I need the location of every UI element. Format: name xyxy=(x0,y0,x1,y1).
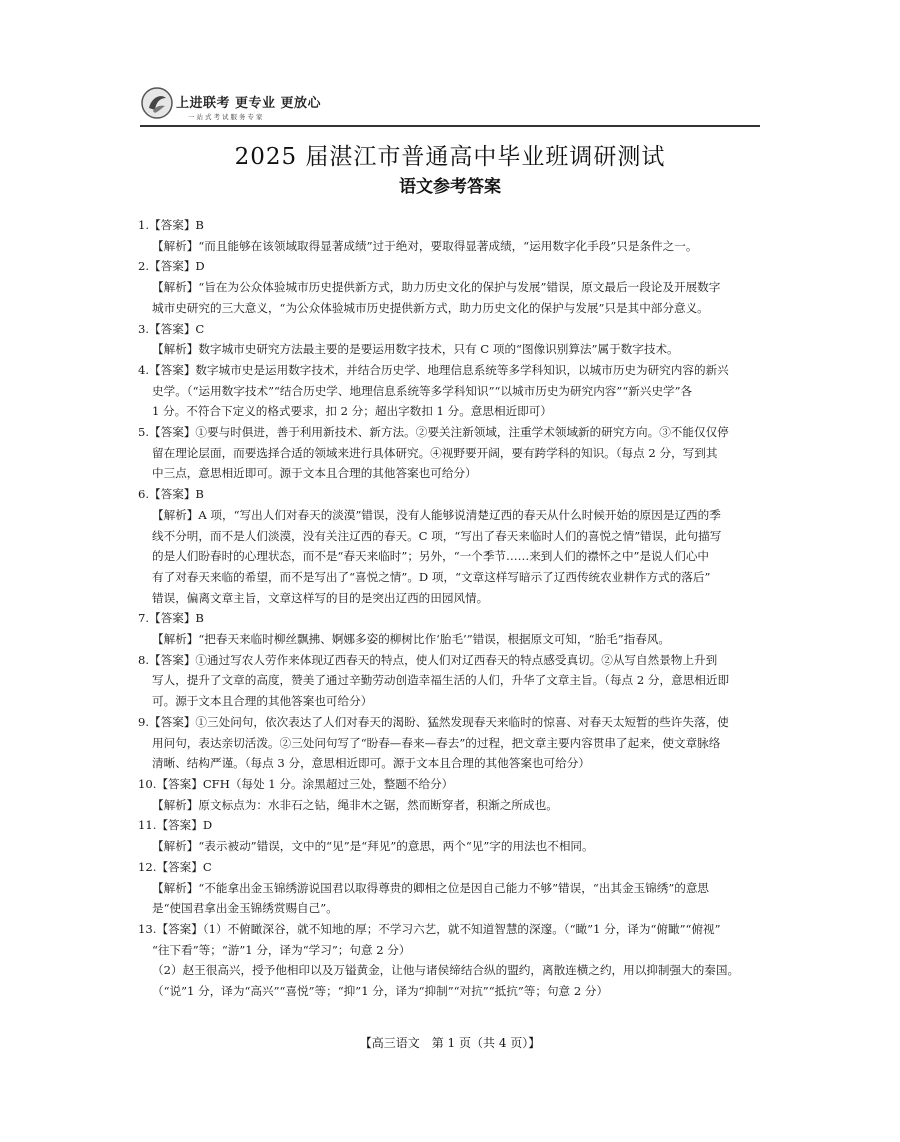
answer-item xyxy=(138,360,766,422)
continuation-line: “往下看”等；“游”1 分，译为“学习”；句意 2 分） xyxy=(152,942,411,957)
continuation-line: （“说”1 分，译为“高兴”“喜悦”等；“抑”1 分，译为“抑制”“对抗”“抵抗”等；句意 2 分） xyxy=(152,984,609,999)
explanation-line: 【解析】“把春天来临时柳丝飘拂、婀娜多姿的柳树比作‘胎毛’”错误，根据原文可知，“胎毛”指春风。 xyxy=(152,632,671,647)
continuation-line: 1 分。不符合下定义的格式要求，扣 2 分；超出字数扣 1 分。意思相近即可） xyxy=(152,404,552,419)
answer-item xyxy=(138,774,766,815)
answer-line: 6.【答案】B xyxy=(138,487,204,502)
header-divider xyxy=(140,125,760,127)
answer-line: 10.【答案】CFH（每处 1 分。涂黑超过三处，整题不给分） xyxy=(138,776,454,791)
continuation-line: 中三点，意思相近即可。源于文本且合理的其他答案也可给分） xyxy=(152,466,477,481)
page-title: 2025 届湛江市普通高中毕业班调研测试 xyxy=(234,144,666,170)
answer-line: 11.【答案】D xyxy=(138,818,213,833)
continuation-line: 有了对春天来临的希望，而不是写出了“喜悦之情”。D 项，“文章这样写暗示了辽西传统农业耕作方式的落后” xyxy=(152,569,711,584)
page-header xyxy=(140,84,760,128)
answer-line: 2.【答案】D xyxy=(138,259,205,274)
answer-line: 1.【答案】B xyxy=(138,218,204,232)
continuation-line: 清晰、结构严谨。（每点 3 分，意思相近即可。源于文本且合理的其他答案也可给分） xyxy=(152,756,590,771)
continuation-line: 城市史研究的三大意义，“为公众体验城市历史提供新方式，助力历史文化的保护与发展”只是其中部分意义。 xyxy=(152,300,709,315)
page-footer: 【高三语文 第 1 页（共 4 页）】 xyxy=(359,1036,541,1050)
page-subtitle: 语文参考答案 xyxy=(399,177,501,197)
answer-item xyxy=(138,815,766,856)
answer-item xyxy=(138,319,766,360)
answer-item xyxy=(138,215,766,256)
continuation-line: 用问句，表达亲切活泼。②三处问句写了“盼春—春来—春去”的过程，把文章主要内容贯串了起来，使文章脉络 xyxy=(152,735,721,750)
answer-list xyxy=(138,215,766,1002)
brand-tagline: 一站式考试服务专家 xyxy=(188,113,265,121)
answer-item xyxy=(138,650,766,712)
continuation-line: 留在理论层面，而要选择合适的领域来进行具体研究。④视野要开阔，要有跨学科的知识。（每点 2 分，写到其 xyxy=(152,445,718,460)
explanation-line: 【解析】“旨在为公众体验城市历史提供新方式，助力历史文化的保护与发展”错误，原文最后一段论及开展数字 xyxy=(152,280,721,295)
explanation-line: 【解析】A 项，“写出人们对春天的淡漠”错误，没有人能够说清楚辽西的春天从什么时候开始的原因是辽西的季 xyxy=(152,507,721,522)
continuation-line: 写人，提升了文章的高度，赞美了通过辛勤劳动创造幸福生活的人们，升华了文章主旨。（每点 2 分，意思相近即 xyxy=(152,673,730,688)
answer-line: 4.【答案】数字城市史是运用数字技术，并结合历史学、地理信息系统等多学科知识，以城市历史为研究内容的新兴 xyxy=(138,362,729,377)
explanation-line: 【解析】“不能拿出金玉锦绣游说国君以取得尊贵的卿相之位是因自己能力不够”错误，“出其金玉锦绣”的意思 xyxy=(152,880,710,895)
explanation-line: 【解析】“表示被动”错误，文中的“见”是“拜见”的意思，两个“见”字的用法也不相同。 xyxy=(152,839,594,854)
explanation-line: 【解析】“而且能够在该领域取得显著成绩”过于绝对，要取得显著成绩，“运用数字化手段”只是条件之一。 xyxy=(152,238,698,253)
answer-item xyxy=(138,256,766,318)
answer-item xyxy=(138,857,766,919)
continuation-line: 史学。（“运用数字技术”“结合历史学、地理信息系统等多学科知识”“以城市历史为研究内容”“新兴史学”各 xyxy=(152,383,693,398)
explanation-line: 【解析】原文标点为：水非石之钻，绳非木之锯，然而断穿者，积渐之所成也。 xyxy=(152,797,558,812)
explanation-line: 【解析】数字城市史研究方法最主要的是要运用数字技术，只有 C 项的“图像识别算法”属于数字技术。 xyxy=(152,342,679,357)
continuation-line: 的是人们盼春时的心理状态，而不是“春天来临时”；另外，“一个季节……来到人们的襟怀之中”是说人们心中 xyxy=(152,549,710,564)
answer-line: 3.【答案】C xyxy=(138,321,205,336)
continuation-line: （2）赵王很高兴，授予他相印以及万镒黄金，让他与诸侯缔结合纵的盟约，离散连横之约，用以抑制强大的秦国。 xyxy=(152,963,740,978)
answer-item xyxy=(138,484,766,608)
continuation-line: 是“使国君拿出金玉锦绣赏赐自己”。 xyxy=(152,901,338,916)
brand-slogan: 上进联考 更专业 更放心 xyxy=(176,96,322,111)
answer-line: 7.【答案】B xyxy=(138,611,204,626)
continuation-line: 线不分明，而不是人们淡漠，没有关注辽西的春天。C 项，“写出了春天来临时人们的喜悦之情”错误，此句描写 xyxy=(152,528,722,543)
answer-line: 13.【答案】（1）不俯瞰深谷，就不知地的厚；不学习六艺，就不知道智慧的深邃。（“瞰”1 分，译为“俯瞰”“俯视” xyxy=(138,921,721,936)
brand-logo-icon xyxy=(140,86,174,120)
continuation-line: 可。源于文本且合理的其他答案也可给分） xyxy=(152,694,373,709)
answer-line: 5.【答案】①要与时俱进，善于利用新技术、新方法。②要关注新领域，注重学术领域新的研究方向。③不能仅仅停 xyxy=(138,425,729,440)
answer-item xyxy=(138,919,766,1002)
answer-item xyxy=(138,422,766,484)
answer-item xyxy=(138,608,766,649)
answer-line: 9.【答案】①三处问句，依次表达了人们对春天的渴盼、猛然发现春天来临时的惊喜、对春天太短暂的些许失落，使 xyxy=(138,714,729,729)
continuation-line: 错误，偏离文章主旨，文章这样写的目的是突出辽西的田园风情。 xyxy=(152,590,489,605)
answer-line: 8.【答案】①通过写农人劳作来体现辽西春天的特点，使人们对辽西春天的特点感受真切。②从写自然景物上升到 xyxy=(138,652,718,667)
answer-item xyxy=(138,712,766,774)
answer-line: 12.【答案】C xyxy=(138,859,212,874)
